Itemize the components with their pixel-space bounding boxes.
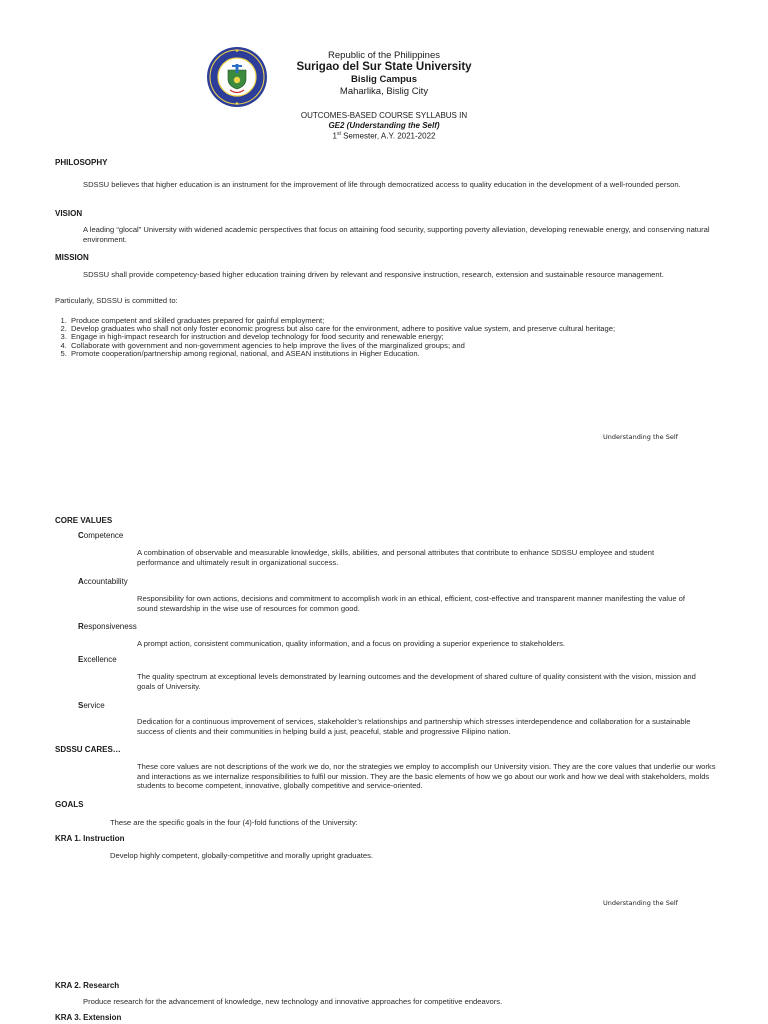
list-item: 4. Collaborate with government and non-government agencies to help improve the lives of the marginalized groups; and <box>69 342 735 350</box>
philosophy-text: SDSSU believes that higher education is an instrument for the improvement of life through democratized access to quality education in the development of a well-rounded person. <box>83 180 681 189</box>
cares-heading: SDSSU CARES… <box>55 745 121 754</box>
core-values-heading: CORE VALUES <box>55 516 113 525</box>
list-item: 5. Promote cooperation/partnership among regional, national, and ASEAN institutions in Higher Education. <box>69 350 735 358</box>
core-value-description: A prompt action, consistent communication, quality information, and a focus on providing a superior experience to stakeholders. <box>137 639 566 648</box>
mission-committed-text: Particularly, SDSSU is committed to: <box>55 296 178 305</box>
core-value-initial: E <box>78 655 84 664</box>
mission-heading: MISSION <box>55 253 89 262</box>
core-value-accountability <box>78 577 128 587</box>
core-value-description: Responsibility for own actions, decisions and commitment to accomplish work in an ethical, efficient, cost-effective and transparent manner manifesting the value of sound stewardship in the wise use of resources for common good. <box>137 594 686 613</box>
core-value-initial: C <box>78 531 84 540</box>
core-value-initial: A <box>78 577 84 586</box>
semester-suffix: st <box>336 131 341 137</box>
kra3-heading: KRA 3. Extension <box>55 1013 122 1022</box>
core-value-initial: S <box>78 701 84 710</box>
course-title: GE2 (Understanding the Self) <box>328 120 440 130</box>
semester-number: 1 <box>332 131 337 141</box>
cares-text: These core values are not descriptions of the work we do, nor the strategies we employ to accomplish our University vision. They are the core values that underlie our works and interactions as we internalize responsibilities to fulfil our mission. They are the basic elements of how we go about our work and how we deal with stakeholders, molds students to become competent, innovative, globally competitive and service-oriented. <box>137 762 716 791</box>
goals-text: These are the specific goals in the four (4)-fold functions of the University: <box>110 818 358 827</box>
university-name: Surigao del Sur State University <box>296 61 472 73</box>
kra1-text: Develop highly competent, globally-competitive and morally upright graduates. <box>110 851 373 860</box>
page-footer: Understanding the Self <box>603 899 678 907</box>
core-value-rest: xcellence <box>83 655 117 664</box>
mission-list <box>55 317 735 358</box>
philosophy-heading: PHILOSOPHY <box>55 158 108 167</box>
core-value-rest: esponsiveness <box>83 622 137 631</box>
core-value-responsiveness <box>78 622 137 632</box>
list-item: 2. Develop graduates who shall not only foster economic progress but also care for the environment, adhere to positive value system, and preserve cultural heritage; <box>69 325 735 333</box>
semester-text: Semester, A.Y. 2021-2022 <box>340 131 436 141</box>
core-value-rest: ervice <box>83 701 105 710</box>
kra2-text: Produce research for the advancement of knowledge, new technology and innovative approaches for competitive endeavors. <box>83 997 503 1006</box>
page-footer: Understanding the Self <box>603 433 678 441</box>
list-item: 3. Engage in high-impact research for instruction and develop technology for food security and renewable energy; <box>69 333 735 341</box>
core-value-rest: ccountability <box>83 577 128 586</box>
kra1-heading: KRA 1. Instruction <box>55 834 125 843</box>
campus-name: Bislig Campus <box>351 74 417 85</box>
republic-text: Republic of the Philippines <box>328 50 440 61</box>
campus-address: Maharlika, Bislig City <box>339 86 429 97</box>
core-value-excellence <box>78 655 117 665</box>
kra2-heading: KRA 2. Research <box>55 981 120 990</box>
goals-heading: GOALS <box>55 800 84 809</box>
syllabus-title: OUTCOMES-BASED COURSE SYLLABUS IN <box>300 111 468 120</box>
list-item: 1. Produce competent and skilled graduates prepared for gainful employment; <box>69 317 735 325</box>
core-value-competence <box>78 531 123 541</box>
core-value-description: A combination of observable and measurable knowledge, skills, abilities, and personal attributes that contribute to enhance SDSSU employee and student performance and ultimately result in organizational success. <box>137 548 655 567</box>
core-value-description: Dedication for a continuous improvement of services, stakeholder’s relationships and partnership which stresses interdependence and collaboration for a sustainable success of clients and their communities in helping build a just, peaceful, stable and progressive Filipino nation. <box>137 717 691 736</box>
mission-text: SDSSU shall provide competency-based higher education training driven by relevant and responsive instruction, research, extension and sustainable resource management. <box>83 270 664 279</box>
vision-text: A leading “glocal” University with widened academic perspectives that focus on attaining food security, supporting poverty alleviation, developing renewable energy, and conserving natural environment. <box>83 225 710 244</box>
core-value-description: The quality spectrum at exceptional levels demonstrated by learning outcomes and the development of shared culture of quality consistent with the vision, mission and goals of University. <box>137 672 696 691</box>
core-value-rest: ompetence <box>83 531 124 540</box>
vision-heading: VISION <box>55 209 83 218</box>
semester-line <box>220 130 548 141</box>
core-value-initial: R <box>78 622 84 631</box>
core-value-service <box>78 701 105 711</box>
